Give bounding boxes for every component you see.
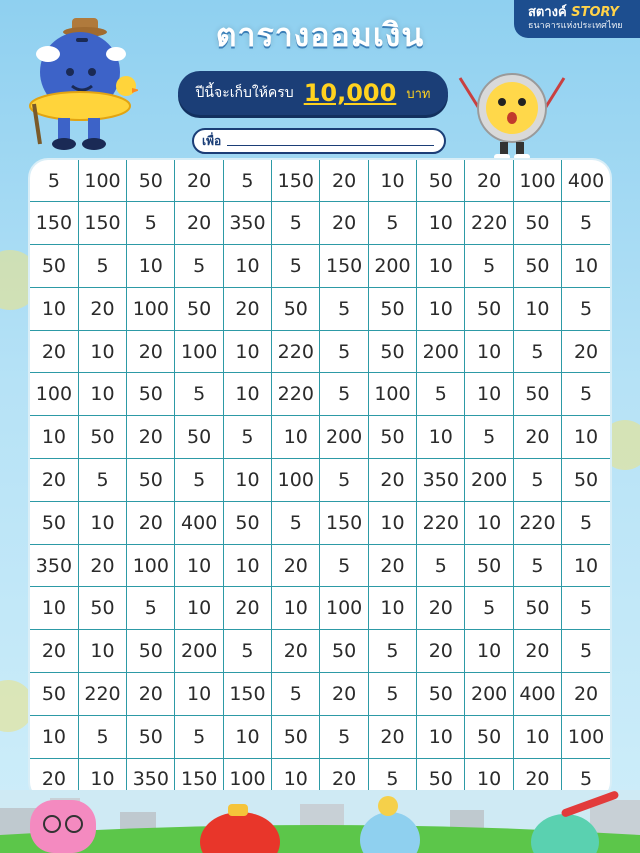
grid-cell[interactable]: 200: [320, 416, 368, 459]
grid-row: [30, 459, 610, 502]
grid-row: [30, 587, 610, 630]
grid-cell[interactable]: 10: [562, 416, 610, 459]
grid-row: [30, 501, 610, 544]
grid-cell[interactable]: 5: [368, 630, 416, 673]
grid-cell[interactable]: 50: [465, 287, 513, 330]
grid-cell[interactable]: 10: [272, 416, 320, 459]
city-skyline-illustration: [0, 790, 640, 853]
purpose-write-line: [227, 145, 434, 146]
grid-cell[interactable]: 5: [320, 544, 368, 587]
grid-cell[interactable]: 10: [175, 544, 223, 587]
grid-cell[interactable]: 5: [272, 501, 320, 544]
grid-cell[interactable]: 5: [175, 715, 223, 758]
grid-row: [30, 330, 610, 373]
grid-cell[interactable]: 50: [417, 672, 465, 715]
grid-cell[interactable]: 5: [223, 416, 271, 459]
grid-cell[interactable]: 50: [417, 758, 465, 800]
grid-cell[interactable]: 20: [320, 160, 368, 202]
grid-cell[interactable]: 50: [320, 630, 368, 673]
grid-cell[interactable]: 5: [320, 715, 368, 758]
grid-cell[interactable]: 50: [368, 416, 416, 459]
grid-cell[interactable]: 10: [465, 501, 513, 544]
grid-cell[interactable]: 10: [30, 416, 78, 459]
grid-cell[interactable]: 150: [30, 202, 78, 245]
grid-cell[interactable]: 10: [78, 630, 126, 673]
brand-name: สตางค์: [528, 5, 567, 20]
grid-cell[interactable]: 10: [417, 245, 465, 288]
grid-row: [30, 373, 610, 416]
grid-cell[interactable]: 5: [513, 330, 561, 373]
grid-cell[interactable]: 220: [78, 672, 126, 715]
grid-cell[interactable]: 5: [320, 330, 368, 373]
grid-cell[interactable]: 20: [320, 758, 368, 800]
grid-cell[interactable]: 10: [175, 672, 223, 715]
grid-cell[interactable]: 5: [272, 202, 320, 245]
grid-cell[interactable]: 50: [127, 630, 175, 673]
grid-cell[interactable]: 5: [175, 373, 223, 416]
grid-cell[interactable]: 350: [223, 202, 271, 245]
grid-cell[interactable]: 200: [368, 245, 416, 288]
grid-cell[interactable]: 350: [127, 758, 175, 800]
grid-cell[interactable]: 10: [465, 373, 513, 416]
grid-cell[interactable]: 20: [320, 202, 368, 245]
grid-row: [30, 160, 610, 202]
grid-cell[interactable]: 5: [272, 672, 320, 715]
grid-cell[interactable]: 50: [30, 672, 78, 715]
grid-cell[interactable]: 50: [223, 501, 271, 544]
grid-cell[interactable]: 50: [272, 715, 320, 758]
grid-cell[interactable]: 5: [223, 160, 271, 202]
grid-row: [30, 202, 610, 245]
savings-goal-banner: [178, 71, 448, 115]
grid-cell[interactable]: 100: [30, 373, 78, 416]
grid-cell[interactable]: 10: [513, 287, 561, 330]
grid-row: [30, 287, 610, 330]
grid-cell[interactable]: 20: [30, 758, 78, 800]
grid-cell[interactable]: 5: [320, 459, 368, 502]
grid-cell[interactable]: 5: [320, 373, 368, 416]
coin-mascot-illustration: [452, 70, 572, 162]
grid-cell[interactable]: 20: [465, 160, 513, 202]
grid-cell[interactable]: 10: [78, 330, 126, 373]
grid-cell[interactable]: 50: [30, 245, 78, 288]
grid-cell[interactable]: 10: [223, 459, 271, 502]
grid-cell[interactable]: 10: [562, 245, 610, 288]
grid-cell[interactable]: 10: [368, 587, 416, 630]
brand-subtitle: ธนาคารแห่งประเทศไทย: [528, 21, 623, 31]
grid-cell[interactable]: 50: [127, 459, 175, 502]
grid-cell[interactable]: 220: [465, 202, 513, 245]
brand-story: STORY: [571, 5, 619, 20]
grid-cell[interactable]: 5: [417, 373, 465, 416]
grid-cell[interactable]: 10: [223, 330, 271, 373]
grid-cell[interactable]: 100: [320, 587, 368, 630]
grid-cell[interactable]: 10: [513, 715, 561, 758]
grid-cell[interactable]: 20: [127, 330, 175, 373]
grid-cell[interactable]: 10: [368, 501, 416, 544]
grid-cell[interactable]: 10: [223, 373, 271, 416]
grid-cell[interactable]: 150: [175, 758, 223, 800]
savings-grid-card: [30, 160, 610, 800]
grid-row: [30, 630, 610, 673]
grid-cell[interactable]: 20: [223, 587, 271, 630]
grid-cell[interactable]: 5: [272, 245, 320, 288]
grid-cell[interactable]: 50: [513, 202, 561, 245]
grid-cell[interactable]: 100: [272, 459, 320, 502]
grid-cell[interactable]: 200: [175, 630, 223, 673]
grid-cell[interactable]: 5: [223, 630, 271, 673]
grid-cell[interactable]: 10: [417, 287, 465, 330]
grid-cell[interactable]: 50: [175, 416, 223, 459]
grid-cell[interactable]: 5: [417, 544, 465, 587]
grid-cell[interactable]: 5: [320, 287, 368, 330]
grid-cell[interactable]: 5: [562, 202, 610, 245]
grid-cell[interactable]: 20: [127, 416, 175, 459]
grid-cell[interactable]: 10: [223, 544, 271, 587]
grid-cell[interactable]: 5: [127, 202, 175, 245]
grid-cell[interactable]: 20: [30, 630, 78, 673]
grid-cell[interactable]: 50: [78, 416, 126, 459]
coin-decoration: [0, 680, 34, 732]
grid-cell[interactable]: 220: [513, 501, 561, 544]
grid-cell[interactable]: 150: [78, 202, 126, 245]
grid-cell[interactable]: 5: [78, 715, 126, 758]
grid-cell[interactable]: 10: [223, 245, 271, 288]
grid-cell[interactable]: 5: [30, 160, 78, 202]
grid-cell[interactable]: 400: [175, 501, 223, 544]
grid-cell[interactable]: 100: [127, 544, 175, 587]
grid-cell[interactable]: 100: [562, 715, 610, 758]
grid-cell[interactable]: 20: [30, 459, 78, 502]
grid-cell[interactable]: 5: [368, 672, 416, 715]
grid-cell[interactable]: 5: [562, 287, 610, 330]
grid-cell[interactable]: 5: [513, 459, 561, 502]
grid-cell[interactable]: 5: [465, 245, 513, 288]
grid-cell[interactable]: 100: [223, 758, 271, 800]
page-title: ตารางออมเงิน: [215, 16, 425, 54]
grid-cell[interactable]: 10: [78, 373, 126, 416]
grid-cell[interactable]: 100: [513, 160, 561, 202]
grid-cell[interactable]: 50: [368, 287, 416, 330]
grid-cell[interactable]: 150: [320, 501, 368, 544]
grid-cell[interactable]: 20: [417, 587, 465, 630]
grid-cell[interactable]: 20: [417, 630, 465, 673]
goal-label: ปีนี้จะเก็บให้ครบ: [195, 85, 294, 101]
goal-amount: 10,000: [303, 79, 397, 107]
purpose-label: เพื่อ: [202, 133, 222, 148]
grid-cell[interactable]: 5: [562, 373, 610, 416]
grid-cell[interactable]: 50: [127, 715, 175, 758]
grid-row: [30, 245, 610, 288]
grid-cell[interactable]: 50: [127, 160, 175, 202]
grid-row: [30, 416, 610, 459]
grid-cell[interactable]: 50: [465, 715, 513, 758]
grid-cell[interactable]: 10: [368, 160, 416, 202]
grid-cell[interactable]: 20: [513, 758, 561, 800]
grid-cell[interactable]: 10: [272, 587, 320, 630]
grid-cell[interactable]: 100: [368, 373, 416, 416]
grid-cell[interactable]: 350: [417, 459, 465, 502]
grid-cell[interactable]: 10: [272, 758, 320, 800]
grid-cell[interactable]: 10: [465, 330, 513, 373]
grid-cell[interactable]: 20: [272, 630, 320, 673]
grid-cell[interactable]: 20: [320, 672, 368, 715]
grid-cell[interactable]: 20: [368, 715, 416, 758]
grid-cell[interactable]: 200: [465, 459, 513, 502]
grid-cell[interactable]: 150: [272, 160, 320, 202]
grid-cell[interactable]: 20: [272, 544, 320, 587]
grid-cell[interactable]: 50: [30, 501, 78, 544]
grid-cell[interactable]: 10: [465, 630, 513, 673]
grid-cell[interactable]: 10: [127, 245, 175, 288]
grid-row: [30, 544, 610, 587]
grid-cell[interactable]: 220: [417, 501, 465, 544]
grid-cell[interactable]: 5: [175, 459, 223, 502]
grid-cell[interactable]: 100: [175, 330, 223, 373]
grid-cell[interactable]: 20: [127, 501, 175, 544]
grid-cell[interactable]: 10: [465, 758, 513, 800]
grid-cell[interactable]: 5: [175, 245, 223, 288]
grid-cell[interactable]: 20: [513, 416, 561, 459]
grid-cell[interactable]: 200: [465, 672, 513, 715]
grid-cell[interactable]: 10: [223, 715, 271, 758]
grid-cell[interactable]: 5: [562, 630, 610, 673]
grid-cell[interactable]: 100: [127, 287, 175, 330]
grid-cell[interactable]: 5: [78, 245, 126, 288]
grid-cell[interactable]: 20: [223, 287, 271, 330]
grid-cell[interactable]: 10: [417, 416, 465, 459]
grid-cell[interactable]: 20: [30, 330, 78, 373]
grid-cell[interactable]: 20: [368, 544, 416, 587]
grid-cell[interactable]: 150: [223, 672, 271, 715]
grid-cell[interactable]: 5: [465, 587, 513, 630]
grid-cell[interactable]: 10: [78, 501, 126, 544]
grid-cell[interactable]: 5: [78, 459, 126, 502]
goal-unit: บาท: [406, 86, 431, 102]
grid-cell[interactable]: 10: [30, 587, 78, 630]
piggy-mascot-illustration: [18, 14, 138, 154]
grid-cell[interactable]: 50: [78, 587, 126, 630]
grid-cell[interactable]: 5: [562, 758, 610, 800]
grid-cell[interactable]: 350: [30, 544, 78, 587]
grid-cell[interactable]: 20: [78, 287, 126, 330]
grid-cell[interactable]: 50: [513, 373, 561, 416]
grid-cell[interactable]: 5: [562, 587, 610, 630]
grid-cell[interactable]: 400: [562, 160, 610, 202]
grid-cell[interactable]: 10: [417, 715, 465, 758]
grid-cell[interactable]: 20: [78, 544, 126, 587]
grid-cell[interactable]: 20: [562, 330, 610, 373]
grid-cell[interactable]: 100: [78, 160, 126, 202]
grid-cell[interactable]: 5: [465, 416, 513, 459]
savings-grid: [30, 160, 610, 800]
grid-cell[interactable]: 20: [175, 202, 223, 245]
grid-cell[interactable]: 50: [368, 330, 416, 373]
grid-cell[interactable]: 50: [417, 160, 465, 202]
grid-cell[interactable]: 20: [175, 160, 223, 202]
grid-row: [30, 715, 610, 758]
grid-cell[interactable]: 5: [368, 202, 416, 245]
grid-cell[interactable]: 10: [417, 202, 465, 245]
grid-cell[interactable]: 150: [320, 245, 368, 288]
grid-cell[interactable]: 50: [562, 459, 610, 502]
grid-cell[interactable]: 5: [127, 587, 175, 630]
grid-cell[interactable]: 20: [127, 672, 175, 715]
grid-cell[interactable]: 5: [513, 544, 561, 587]
grid-cell[interactable]: 10: [30, 287, 78, 330]
grid-cell[interactable]: 50: [127, 373, 175, 416]
grid-cell[interactable]: 20: [368, 459, 416, 502]
grid-cell[interactable]: 20: [513, 630, 561, 673]
grid-cell[interactable]: 50: [513, 245, 561, 288]
grid-cell[interactable]: 400: [513, 672, 561, 715]
grid-cell[interactable]: 200: [417, 330, 465, 373]
grid-cell[interactable]: 20: [562, 672, 610, 715]
grid-cell[interactable]: 10: [30, 715, 78, 758]
grid-cell[interactable]: 50: [272, 287, 320, 330]
grid-cell[interactable]: 5: [562, 501, 610, 544]
grid-cell[interactable]: 5: [368, 758, 416, 800]
grid-cell[interactable]: 50: [175, 287, 223, 330]
grid-cell[interactable]: 10: [175, 587, 223, 630]
purpose-field[interactable]: [192, 128, 446, 154]
grid-row: [30, 672, 610, 715]
grid-cell[interactable]: 10: [562, 544, 610, 587]
grid-cell[interactable]: 10: [78, 758, 126, 800]
grid-cell[interactable]: 220: [272, 330, 320, 373]
grid-cell[interactable]: 50: [465, 544, 513, 587]
grid-cell[interactable]: 50: [513, 587, 561, 630]
grid-cell[interactable]: 220: [272, 373, 320, 416]
